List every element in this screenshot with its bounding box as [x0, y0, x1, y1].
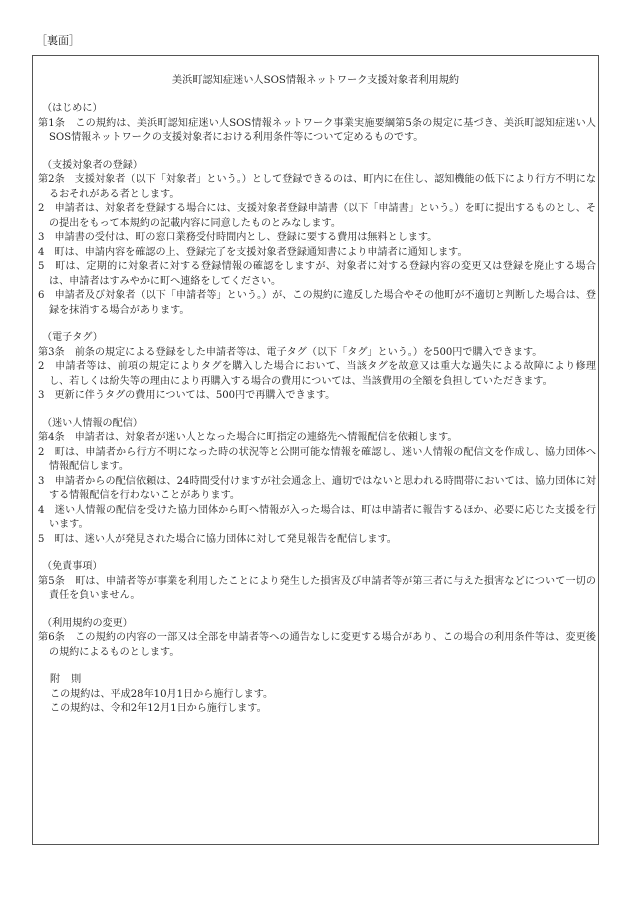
section-introduction [38, 102, 596, 146]
article-4-paragraph-5: 5 町は、迷い人が発見された場合に協力団体に対して発見報告を配信します。 [38, 533, 397, 545]
section-missing-person-alert [38, 417, 596, 548]
document-title: 美浜町認知症迷い人SOS情報ネットワーク支援対象者利用規約 [171, 75, 460, 86]
terms-body [38, 102, 596, 717]
article-2: 第2条 支援対象者（以下「対象者」という。）として登録できるのは、町内に在住し、認知機能の低下により行方不明になるおそれがある者とします。 [38, 174, 596, 200]
terms-frame [32, 55, 599, 845]
section-registration [38, 159, 596, 319]
section-terms-change [38, 617, 596, 661]
section-heading: （利用規約の変更） [42, 617, 133, 629]
article-2-paragraph-6: 6 申請者及び対象者（以下「申請者等」という。）が、この規約に違反した場合やその他町が不適切と判断した場合は、登録を抹消する場合があります。 [38, 290, 596, 316]
section-heading: （電子タグ） [42, 332, 103, 343]
supplementary-provisions [38, 673, 596, 717]
section-disclaimer [38, 560, 596, 604]
section-heading: （はじめに） [42, 103, 103, 114]
article-3: 第3条 前条の規定による登録をした申請者等は、電子タグ（以下「タグ」という。）を500円で購入できます。 [38, 346, 543, 358]
article-4-paragraph-2: 2 町は、申請者から行方不明になった時の状況等と公開可能な情報を確認し、迷い人情報の配信文を作成し、協力団体へ情報配信します。 [38, 446, 596, 472]
section-heading: （免責事項） [42, 561, 103, 572]
section-electronic-tag [38, 331, 596, 404]
section-heading: （迷い人情報の配信） [42, 417, 143, 429]
article-4-paragraph-4: 4 迷い人情報の配信を受けた協力団体から町へ情報が入った場合は、町は申請者に報告するほか、必要に応じた支援を行います。 [38, 504, 596, 530]
article-3-paragraph-3: 3 更新に伴うタグの費用については、500円で再購入できます。 [38, 390, 336, 401]
article-2-paragraph-4: 4 町は、申請内容を確認の上、登録完了を支援対象者登録通知書により申請者に通知します。 [38, 246, 468, 258]
article-1: 第1条 この規約は、美浜町認知症迷い人SOS情報ネットワーク事業実施要綱第5条の規定に基づき、美浜町認知症迷い人SOS情報ネットワークの支援対象者における利用条件等について定めるものです。 [38, 117, 596, 143]
effective-date-line: この規約は、平成28年10月1日から施行します。 [50, 688, 274, 700]
effective-date-line: この規約は、令和2年12月1日から施行します。 [50, 703, 267, 714]
supplementary-heading: 附 則 [50, 674, 82, 685]
article-4-paragraph-3: 3 申請者からの配信依頼は、24時間受付けますが社会通念上、適切ではないと思われる時間帯においては、協力団体に対する情報配信を行わないことがあります。 [38, 475, 596, 501]
article-5: 第5条 町は、申請者等が事業を利用したことにより発生した損害及び申請者等が第三者に与えた損害などについて一切の責任を負いません。 [38, 575, 596, 601]
article-4: 第4条 申請者は、対象者が迷い人となった場合に町指定の連絡先へ情報配信を依頼します。 [38, 432, 458, 443]
article-6: 第6条 この規約の内容の一部又は全部を申請者等への通告なしに変更する場合があり、この場合の利用条件等は、変更後の規約によるものとします。 [38, 632, 596, 658]
article-2-paragraph-5: 5 町は、定期的に対象者に対する登録情報の確認をしますが、対象者に対する登録内容の変更又は登録を廃止する場合は、申請者はすみやかに町へ連絡をしてください。 [38, 261, 596, 287]
article-3-paragraph-2: 2 申請者等は、前項の規定によりタグを購入した場合において、当該タグを故意又は重大な過失による故障により修理し、若しくは紛失等の理由により再購入する場合の費用については、当該費用の全額を負担していただきます。 [38, 361, 596, 387]
article-2-paragraph-2: 2 申請者は、対象者を登録する場合には、支援対象者登録申請書（以下「申請書」という。）を町に提出するものとし、その提出をもって本規約の記載内容に同意したものとみなします。 [38, 203, 596, 229]
section-heading: （支援対象者の登録） [42, 159, 143, 171]
article-2-paragraph-3: 3 申請書の受付は、町の窓口業務受付時間内とし、登録に要する費用は無料とします。 [38, 232, 438, 243]
page-side-label: ［裏面］ [36, 34, 80, 47]
